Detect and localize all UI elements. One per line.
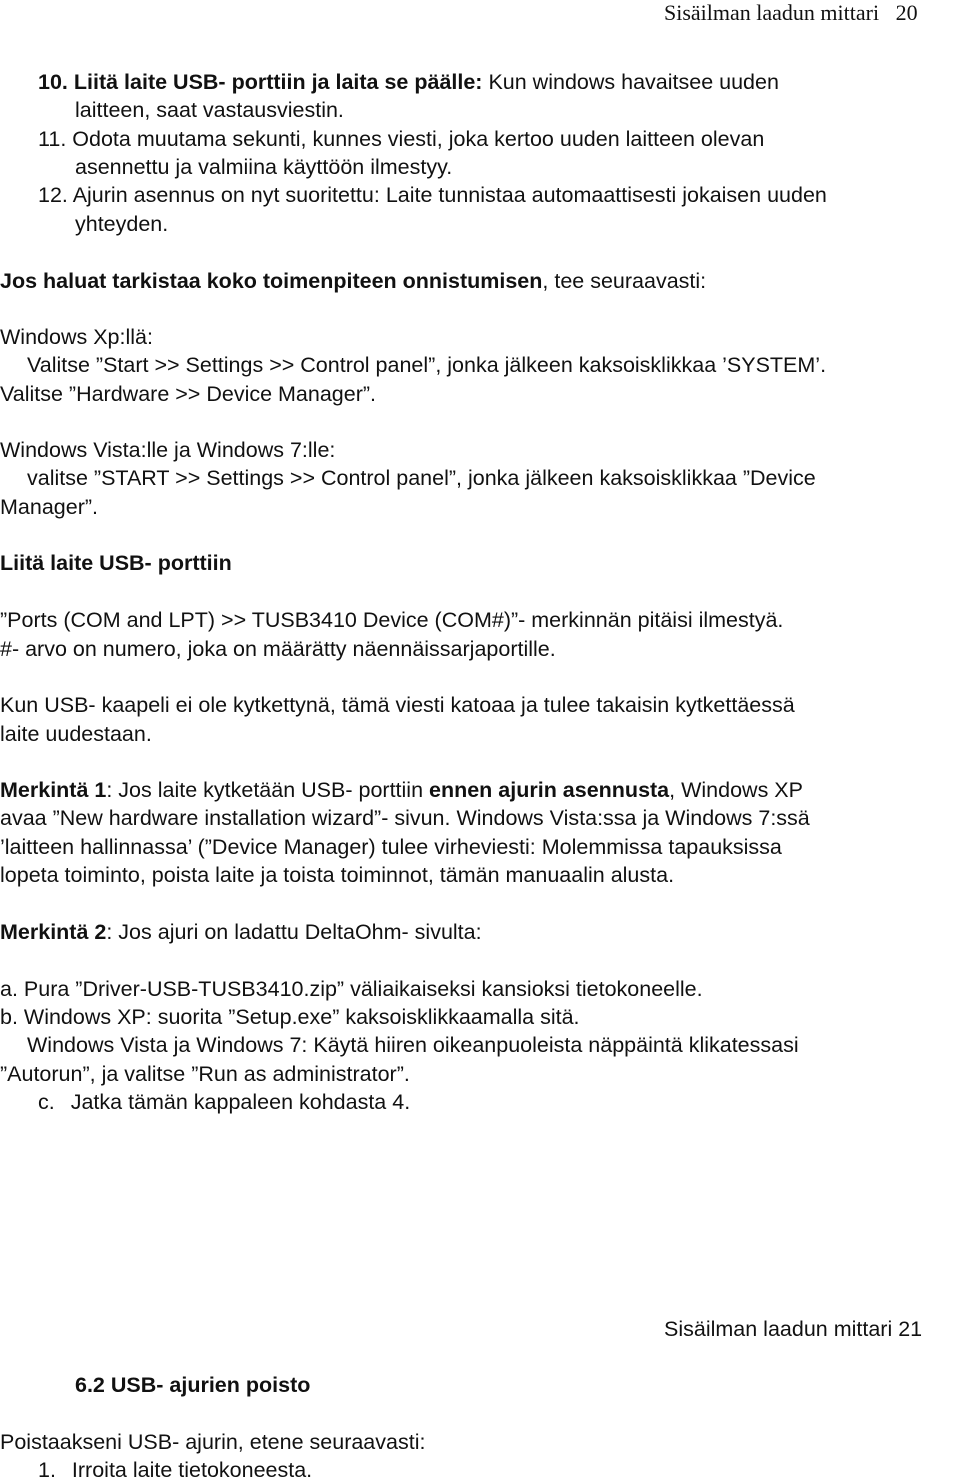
note-2-label: Merkintä 2	[0, 920, 107, 944]
xp-line-2: Valitse ”Hardware >> Device Manager”.	[0, 382, 377, 406]
usb-heading-text: Liitä laite USB- porttiin	[0, 551, 232, 575]
step-1-text: Irroita laite tietokoneesta.	[71, 1458, 313, 1482]
list-item-c	[38, 1092, 410, 1114]
step-text: Kun windows havaitsee uuden	[482, 70, 779, 94]
step-text: Ajurin asennus on nyt suoritettu: Laite tunnistaa automaattisesti jokaisen uuden	[72, 183, 827, 207]
step-number: 10.	[38, 70, 68, 94]
list-item-a: a. Pura ”Driver-USB-TUSB3410.zip” väliaikaiseksi kansioksi tietokoneelle.	[0, 977, 703, 1001]
note-2-text: : Jos ajuri on ladattu DeltaOhm- sivulta:	[106, 920, 482, 944]
vista-heading: Windows Vista:lle ja Windows 7:lle:	[0, 438, 336, 462]
list-item-c-text: Jatka tämän kappaleen kohdasta 4.	[70, 1090, 411, 1114]
step-12	[38, 185, 827, 207]
step-1	[38, 1460, 312, 1482]
list-item-b-line-2: Windows Vista ja Windows 7: Käytä hiiren oikeanpuoleista näppäintä klikatessasi	[27, 1033, 799, 1057]
cable-line-1: Kun USB- kaapeli ei ole kytkettynä, tämä viesti katoaa ja tulee takaisin kytkettäessä	[0, 693, 795, 717]
ports-line-1: ”Ports (COM and LPT) >> TUSB3410 Device (COM#)”- merkinnän pitäisi ilmestyä.	[0, 608, 784, 632]
note-1-text-c: , Windows XP	[669, 778, 803, 802]
list-item-b-line-3: ”Autorun”, ja valitse ”Run as administrator”.	[0, 1062, 410, 1086]
step-number: 11.	[38, 127, 67, 151]
note-1-line-3: ’laitteen hallinnassa’ (”Device Manager) tulee virheviesti: Molemmissa tapauksissa	[0, 835, 782, 859]
page-2-header: Sisäilman laadun mittari 21	[664, 1317, 923, 1341]
section-number: 6.2	[75, 1373, 105, 1397]
step-10	[38, 72, 779, 94]
note-1-text-a: : Jos laite kytketään USB- porttiin	[106, 778, 429, 802]
note-1-label: Merkintä 1	[0, 778, 107, 802]
note-1-line-2: avaa ”New hardware installation wizard”- sivun. Windows Vista:ssa ja Windows 7:ssä	[0, 806, 810, 830]
note-1-line-4: lopeta toiminto, poista laite ja toista toiminnot, tämän manuaalin alusta.	[0, 863, 675, 887]
step-11-continuation: asennettu ja valmiina käyttöön ilmestyy.	[75, 155, 453, 179]
note-2	[0, 922, 482, 944]
note-1-text-b: ennen ajurin asennusta	[429, 778, 670, 802]
vista-line-1: valitse ”START >> Settings >> Control panel”, jonka jälkeen kaksoisklikkaa ”Device	[27, 466, 816, 490]
xp-heading: Windows Xp:llä:	[0, 325, 153, 349]
step-10-continuation: laitteen, saat vastausviestin.	[75, 98, 344, 122]
vista-line-2: Manager”.	[0, 495, 98, 519]
step-11	[38, 129, 764, 151]
intro-text: Poistaakseni USB- ajurin, etene seuraavasti:	[0, 1430, 426, 1454]
cable-line-2: laite uudestaan.	[0, 722, 152, 746]
xp-line-1: Valitse ”Start >> Settings >> Control panel”, jonka jälkeen kaksoisklikkaa ’SYSTEM’.	[27, 353, 827, 377]
check-heading	[0, 271, 706, 293]
section-title: USB- ajurien poisto	[110, 1373, 311, 1397]
page-header: Sisäilman laadun mittari 20	[664, 0, 918, 25]
step-12-continuation: yhteyden.	[75, 212, 169, 236]
step-bold-text: Liitä laite USB- porttiin ja laita se päälle:	[73, 70, 483, 94]
section-heading	[75, 1375, 310, 1397]
check-bold: Jos haluat tarkistaa koko toimenpiteen onnistumisen	[0, 269, 543, 293]
note-1-line-1	[0, 780, 803, 802]
list-item-b: b. Windows XP: suorita ”Setup.exe” kaksoisklikkaamalla sitä.	[0, 1005, 580, 1029]
usb-heading	[0, 553, 232, 575]
step-text: Odota muutama sekunti, kunnes viesti, joka kertoo uuden laitteen olevan	[72, 127, 765, 151]
ports-line-2: #- arvo on numero, joka on määrätty näennäissarjaportille.	[0, 637, 556, 661]
step-1-number: 1.	[38, 1458, 56, 1482]
step-number: 12.	[38, 183, 68, 207]
check-rest: , tee seuraavasti:	[542, 269, 707, 293]
list-item-c-number: c.	[38, 1090, 55, 1114]
